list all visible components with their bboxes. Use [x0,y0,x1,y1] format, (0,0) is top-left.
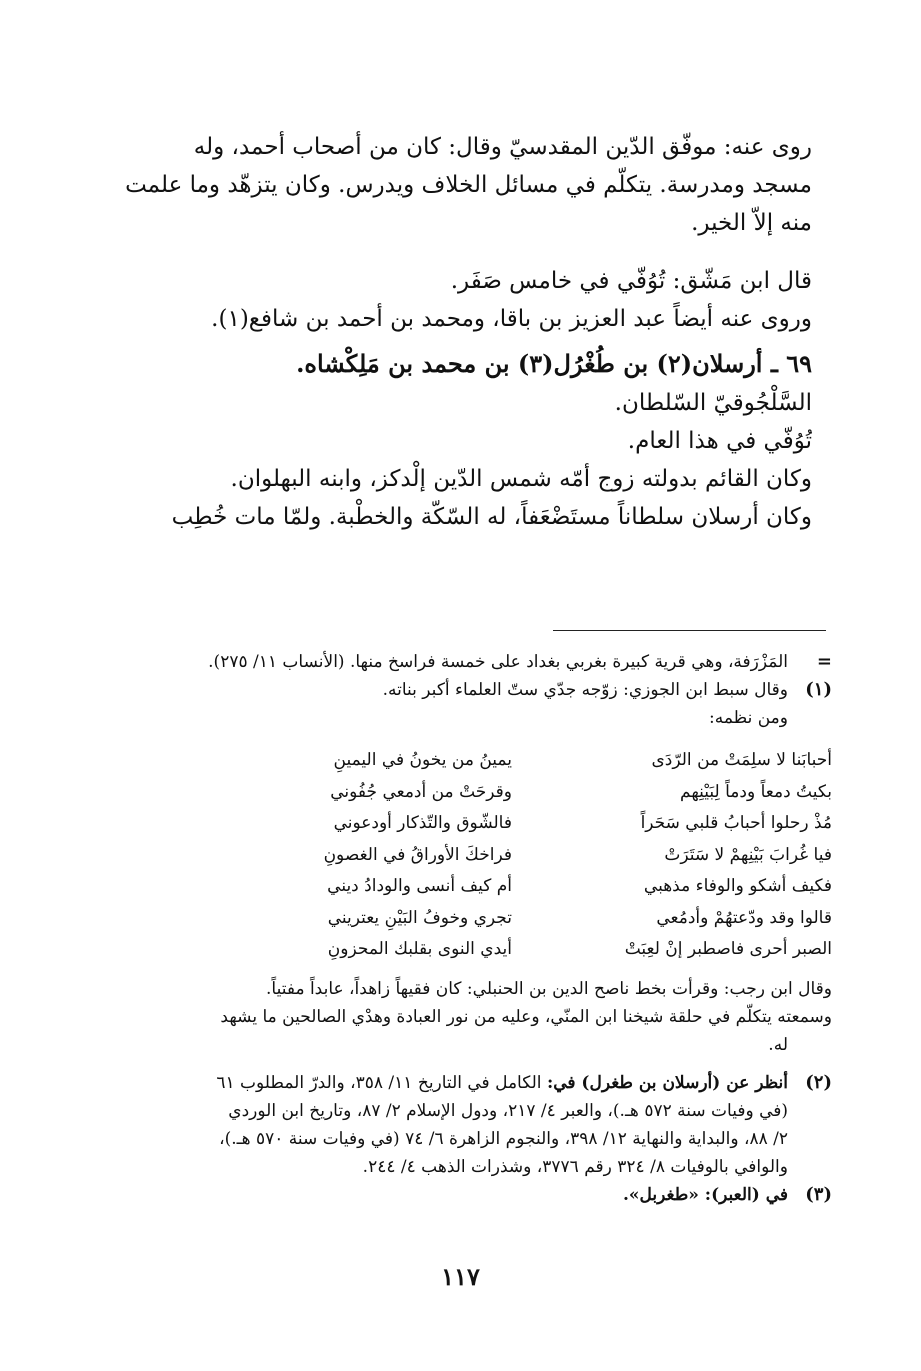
footnotes [100,648,832,1209]
footnote-lead: أنظر عن (أرسلان بن طغرل) في: [546,1072,788,1093]
text-line: تُوُفّي في هذا العام. [627,428,812,454]
footnote-line: في (العبر): «طغربل». [623,1184,788,1205]
hemistich-first: فيا غُرابَ بَيْنِهمْ لا سَتَرَتْ [664,844,832,865]
text-line: وكان أرسلان سلطاناً مستَضْعَفاً، له السّكّة والخطْبة. ولمّا مات خُطِب [171,504,812,530]
poem-verse [100,876,832,908]
text-line: السَّلْجُوقيّ السّلطان. [614,390,812,416]
poem-verse [100,813,832,845]
text-line: منه إلاّ الخير. [691,210,812,236]
footnote-mark: (٣) [805,1183,832,1205]
hemistich-first: مُذْ رحلوا أحبابُ قلبي سَحَراً [640,813,832,833]
hemistich-first: فكيف أشكو والوفاء مذهبي [643,876,832,896]
hemistich-first: قالوا وقد ودّعتهُمْ وأدمُعي [656,907,832,928]
hemistich-first: أحبابَنا لا سلِمَتْ من الرّدَى [651,750,832,770]
footnote-mark: (٢) [805,1071,832,1093]
hemistich-second: فراخكَ الأوراقُ في الغصونِ [323,844,512,865]
hemistich-second: أم كيف أنسى والودادُ ديني [327,876,512,896]
footnote-1-continued [100,975,832,1059]
entry-heading: ٦٩ ـ أرسلان(٢) بن طُغْرُل(٣) بن محمد بن مَلِكْشاه. [296,349,812,378]
paragraph-3 [100,384,812,536]
footnote-separator [553,630,826,631]
footnote-line: ٢/ ٨٨، والبداية والنهاية ١٢/ ٣٩٨، والنجوم الزاهرة ٦/ ٧٤ (في وفيات سنة ٥٧٠ هـ.)، [219,1128,788,1149]
poem-verse [100,939,832,971]
poem-verse [100,908,832,940]
footnote-line: (في وفيات سنة ٥٧٢ هـ.)، والعبر ٤/ ٢١٧، ودول الإسلام ٢/ ٨٧، وتاريخ ابن الوردي [228,1100,788,1121]
footnote-line: والوافي بالوفيات ٨/ ٣٢٤ رقم ٣٧٧٦، وشذرات الذهب ٤/ ٢٤٤. [362,1156,788,1177]
footnote-mark: (١) [805,679,832,700]
paragraph-2 [100,262,812,338]
poem [100,750,832,971]
footnote-3 [100,1181,832,1209]
text-line: وروى عنه أيضاً عبد العزيز بن باقا، ومحمد بن أحمد بن شافع(١). [211,306,812,332]
footnote-line: أنظر عن (أرسلان بن طغرل) في: الكامل في التاريخ ١١/ ٣٥٨، والدرّ المطلوب ٦١ [216,1072,788,1093]
paragraph-1 [100,128,812,242]
footnote-1 [100,676,832,732]
text-line: وكان القائم بدولته زوج أمّه شمس الدّين إلْدكز، وابنه البهلوان. [230,466,812,492]
text-line: روى عنه: موفّق الدّين المقدسيّ وقال: كان من أصحاب أحمد، وله [193,134,812,160]
footnote-line: المَزْرَفة، وهي قرية كبيرة بغربي بغداد على خمسة فراسخ منها. (الأنساب ١١/ ٢٧٥). [208,652,788,672]
hemistich-second: وقرحَتْ من أدمعي جُفُوني [330,781,512,802]
hemistich-first: الصبر أحرى فاصطبر إنْ لعِبَتْ [624,939,832,959]
footnote-line: وقال ابن رجب: وقرأت بخط ناصح الدين بن الحنبلي: كان فقيهاً زاهداً، عابداً مفتياً. [266,978,832,999]
main-text [100,128,812,536]
poem-verse [100,782,832,814]
hemistich-second: فالشّوق والتّذكار أودعوني [333,813,512,833]
footnote-continuation [100,648,832,676]
hemistich-second: تجري وخوفُ البَيْنِ يعتريني [327,907,512,928]
hemistich-second: أيدي النوى بقلبك المحزونِ [327,939,512,959]
footnote-mark: = [816,651,832,672]
hemistich-first: بكيتُ دمعاً ودماً لِبَيْنِهم [680,781,832,802]
poem-verse [100,750,832,782]
text-line: قال ابن مَشّق: تُوُفّي في خامس صَفَر. [450,268,812,294]
footnote-line: وسمعته يتكلّم في حلقة شيخنا ابن المنّي، وعليه من نور العبادة وهدْي الصالحين ما يشهد [220,1006,832,1027]
page-number: ١١٧ [441,1262,480,1291]
hemistich-second: يمينُ من يخونُ في اليمينِ [333,750,512,770]
footnote-line: ومن نظمه: [708,708,788,728]
text-line: مسجد ومدرسة. يتكلّم في مسائل الخلاف ويدرس. وكان يتزهّد وما علمت [125,172,812,198]
footnote-line: وقال سبط ابن الجوزي: زوّجه جدّي ستّ العلماء أكبر بناته. [382,680,788,700]
footnote-line: له. [768,1034,788,1055]
footnote-2 [100,1069,832,1181]
poem-verse [100,845,832,877]
